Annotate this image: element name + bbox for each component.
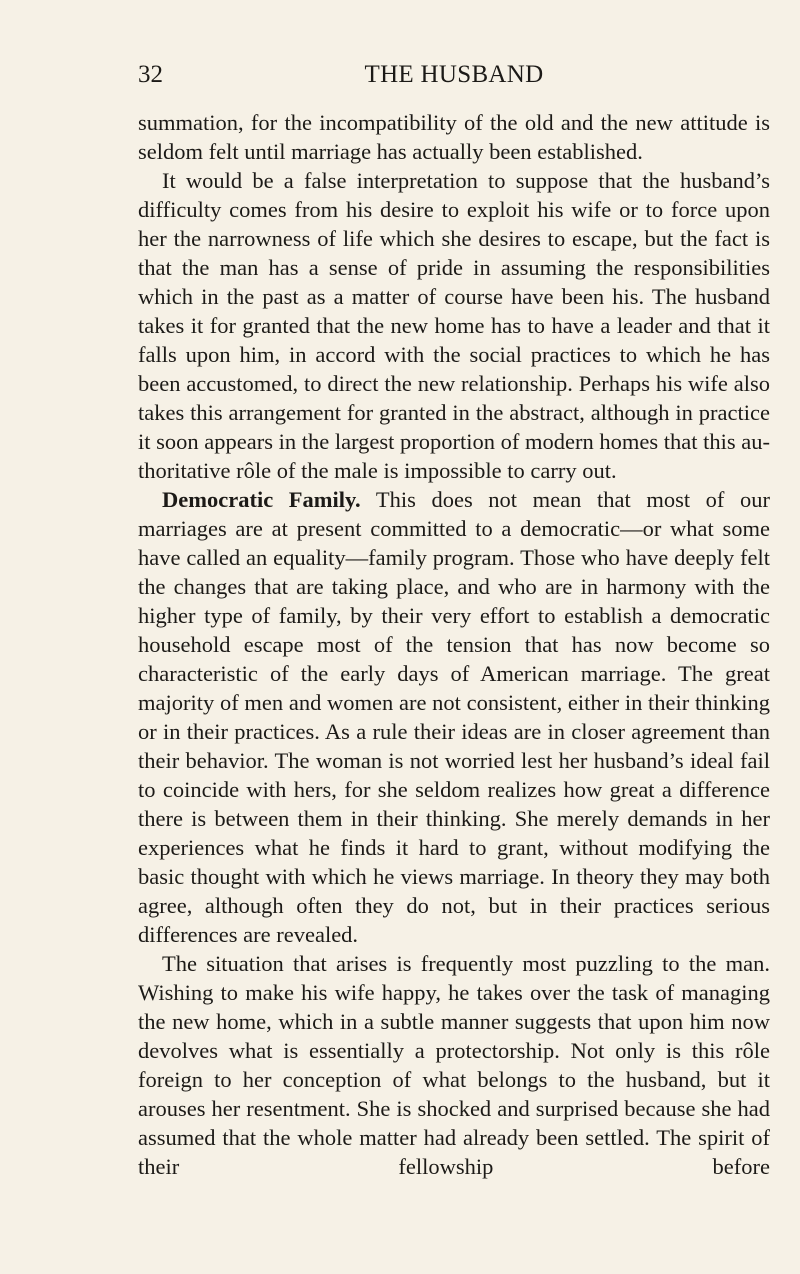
paragraph-continuation: summation, for the incompatibility of the old and the new attitude is seldom felt until marriage has actually been established.	[138, 110, 770, 164]
paragraph-democratic-family-text: This does not mean that most of our marriages are at present committed to a democratic—or what some have called an equality—family program. Those who have deeply felt the changes that are taking place, and who are in harmony with the higher type of family, by their very effort to establish a democratic household escape most of the tension that has now become so characteristic of the early days of American marriage. The great majority of men and women are not consistent, either in their thinking or in their practices. As a rule their ideas are in closer agreement than their behavior. The woman is not worried lest her husband’s ideal fail to coincide with hers, for she seldom realizes how great a difference there is between them in their thinking. She merely demands in her experiences what he finds it hard to grant, without modifying the basic thought with which he views marriage. In theory they may both agree, although often they do not, but in their practices serious differences are revealed.	[138, 487, 771, 947]
body-text	[138, 108, 770, 1181]
page-number: 32	[138, 61, 163, 88]
paragraph-democratic-family	[138, 485, 770, 949]
running-title: THE HUSBAND	[364, 61, 544, 88]
paragraph-situation: The situation that arises is frequently most puzzling to the man. Wishing to make his wife happy, he takes over the task of managing the new home, which in a subtle manner suggests that upon him now devolves what is essentially a protectorship. Not only is this rôle foreign to her conception of what belongs to the husband, but it arouses her resentment. She is shocked and surprised because she had assumed that the whole matter had already been settled. The spirit of their fellowship before	[138, 951, 770, 1179]
running-head	[138, 58, 770, 92]
section-heading: Democratic Family.	[162, 487, 361, 512]
paragraph-husband-difficulty: It would be a false interpretation to suppose that the husband’s difficulty comes from his desire to exploit his wife or to force upon her the narrowness of life which she desires to escape, but the fact is that the man has a sense of pride in assuming the responsibilities which in the past as a matter of course have been his. The husband takes it for granted that the new home has to have a leader and that it falls upon him, in accord with the social practices to which he has been accustomed, to direct the new relationship. Perhaps his wife also takes this arrangement for granted in the abstract, although in practice it soon appears in the largest proportion of modern homes that this authoritative rôle of the male is impossible to carry out.	[138, 168, 770, 483]
